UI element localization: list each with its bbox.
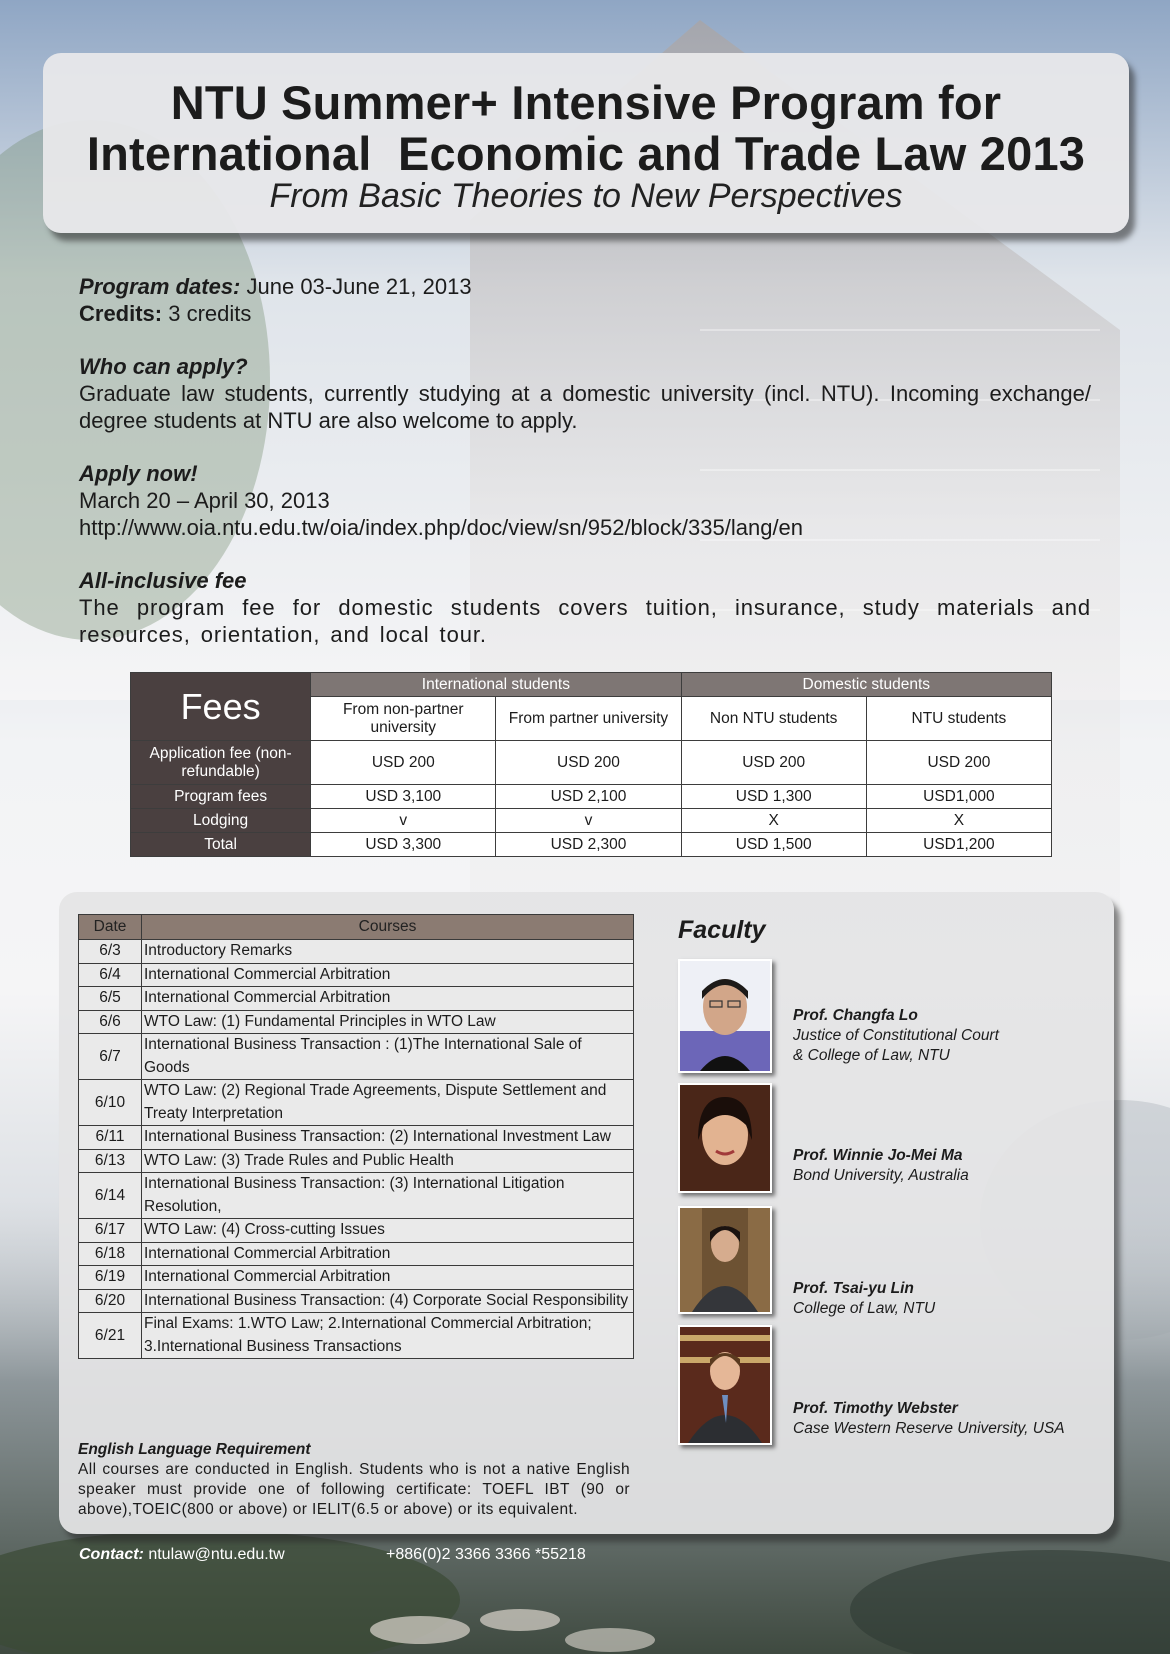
date-header: Date: [79, 915, 142, 940]
row-label: Lodging: [131, 809, 311, 833]
table-row: [79, 1126, 634, 1150]
program-title: [43, 77, 1129, 179]
column-header: Non NTU students: [681, 697, 866, 741]
table-row: [79, 1080, 634, 1126]
english-text: All courses are conducted in English. Students who is not a native English speaker must provide one of following certificate: TOEFL IBT (90 or above),TOEIC(800 or above) or IELIT(6.5 or above) or its equivalent.: [78, 1461, 630, 1518]
fee-cell: v: [311, 809, 496, 833]
fee-cell: X: [681, 809, 866, 833]
group-international: International students: [311, 673, 681, 697]
fee-cell: USD 200: [866, 741, 1051, 785]
faculty-name: Prof. Timothy Webster: [793, 1400, 958, 1417]
table-row: [79, 1010, 634, 1034]
apply-dates: March 20 – April 30, 2013: [79, 488, 330, 513]
faculty-affiliation: Justice of Constitutional Court: [793, 1027, 999, 1044]
course-title: Introductory Remarks: [142, 940, 634, 964]
course-date: 6/17: [79, 1219, 142, 1243]
table-row: [79, 1242, 634, 1266]
course-date: 6/21: [79, 1313, 142, 1359]
faculty-affiliation: Bond University, Australia: [793, 1167, 969, 1184]
fee-text: The program fee for domestic students covers tuition, insurance, study materials and resources, orientation, and local tour.: [79, 595, 1091, 647]
course-date: 6/6: [79, 1010, 142, 1034]
fee-cell: USD 1,300: [681, 785, 866, 809]
course-title: International Commercial Arbitration: [142, 1242, 634, 1266]
fee-cell: USD 2,100: [496, 785, 681, 809]
courses-table: [78, 914, 634, 1359]
faculty-member: [793, 1279, 935, 1319]
column-header: From non-partner university: [311, 697, 496, 741]
course-date: 6/10: [79, 1080, 142, 1126]
course-date: 6/20: [79, 1289, 142, 1313]
row-label: Program fees: [131, 785, 311, 809]
contact-phone: +886(0)2 3366 3366 *55218: [386, 1546, 586, 1563]
fee-cell: USD 1,500: [681, 833, 866, 857]
contact-line: [79, 1546, 586, 1564]
course-date: 6/7: [79, 1034, 142, 1080]
faculty-member: [793, 1146, 969, 1186]
course-title: WTO Law: (4) Cross-cutting Issues: [142, 1219, 634, 1243]
faculty-affiliation: College of Law, NTU: [793, 1300, 936, 1317]
table-row: [79, 1313, 634, 1359]
course-title: International Business Transaction: (2) International Investment Law: [142, 1126, 634, 1150]
apply-url[interactable]: http://www.oia.ntu.edu.tw/oia/index.php/doc/view/sn/952/block/335/lang/en: [79, 515, 804, 540]
course-title: Final Exams: 1.WTO Law; 2.International Commercial Arbitration; 3.International Business Transactions: [142, 1313, 634, 1359]
table-row: [131, 809, 1052, 833]
fee-heading: All-inclusive fee: [79, 568, 247, 593]
course-title: International Business Transaction : (1)The International Sale of Goods: [142, 1034, 634, 1080]
title-banner: [43, 53, 1129, 233]
course-date: 6/13: [79, 1149, 142, 1173]
course-date: 6/5: [79, 987, 142, 1011]
faculty-name: Prof. Changfa Lo: [793, 1007, 918, 1024]
title-line-2: International Economic and Trade Law 2013: [86, 127, 1086, 180]
program-info: [79, 273, 1091, 648]
table-row: [79, 1289, 634, 1313]
fees-table: [130, 672, 1052, 857]
faculty-photo: [678, 1083, 772, 1193]
row-label: Application fee (non-refundable): [131, 741, 311, 785]
course-date: 6/19: [79, 1266, 142, 1290]
dates-label: Program dates:: [79, 274, 241, 299]
table-row: [131, 785, 1052, 809]
fee-cell: USD 3,100: [311, 785, 496, 809]
faculty-member: [793, 1006, 999, 1066]
english-heading: English Language Requirement: [78, 1441, 311, 1458]
faculty-member: [793, 1399, 1065, 1439]
credits: [79, 300, 1091, 327]
table-row: [79, 940, 634, 964]
faculty-heading: Faculty: [678, 916, 766, 944]
course-title: International Commercial Arbitration: [142, 1266, 634, 1290]
column-header: NTU students: [866, 697, 1051, 741]
apply-heading: Apply now!: [79, 461, 198, 486]
faculty-photo: [678, 1325, 772, 1445]
column-header: From partner university: [496, 697, 681, 741]
title-line-1: NTU Summer+ Intensive Program for: [170, 76, 1002, 129]
course-date: 6/3: [79, 940, 142, 964]
faculty-name: Prof. Winnie Jo-Mei Ma: [793, 1147, 963, 1164]
table-row: [79, 1266, 634, 1290]
course-title: International Business Transaction: (4) Corporate Social Responsibility: [142, 1289, 634, 1313]
fee-cell: v: [496, 809, 681, 833]
contact-email[interactable]: ntulaw@ntu.edu.tw: [143, 1546, 285, 1563]
fee-cell: USD1,000: [866, 785, 1051, 809]
faculty-affiliation: & College of Law, NTU: [793, 1047, 950, 1064]
table-row: [131, 833, 1052, 857]
table-row: [79, 1219, 634, 1243]
faculty-photo: [678, 1206, 772, 1314]
fee-cell: X: [866, 809, 1051, 833]
group-domestic: Domestic students: [681, 673, 1051, 697]
faculty-photo: [678, 959, 772, 1073]
course-title: International Commercial Arbitration: [142, 963, 634, 987]
english-requirement: [78, 1440, 630, 1520]
course-title: WTO Law: (2) Regional Trade Agreements, Dispute Settlement and Treaty Interpretation: [142, 1080, 634, 1126]
courses-faculty-panel: [59, 892, 1114, 1534]
who-heading: Who can apply?: [79, 354, 248, 379]
table-row: [131, 741, 1052, 785]
course-title: WTO Law: (3) Trade Rules and Public Health: [142, 1149, 634, 1173]
fee-cell: USD 200: [496, 741, 681, 785]
table-row: [79, 1173, 634, 1219]
fee-cell: USD 2,300: [496, 833, 681, 857]
who-text: Graduate law students, currently studying at a domestic university (incl. NTU). Incoming exchange/ degree students at NTU are also welcome to apply.: [79, 381, 1091, 433]
program-subtitle: From Basic Theories to New Perspectives: [269, 177, 903, 215]
table-row: [79, 1149, 634, 1173]
faculty-affiliation: Case Western Reserve University, USA: [793, 1420, 1065, 1437]
table-row: [79, 987, 634, 1011]
fee-cell: USD1,200: [866, 833, 1051, 857]
fee-cell: USD 3,300: [311, 833, 496, 857]
fee-cell: USD 200: [681, 741, 866, 785]
fees-corner: Fees: [131, 673, 311, 741]
course-date: 6/18: [79, 1242, 142, 1266]
course-date: 6/14: [79, 1173, 142, 1219]
table-row: [79, 963, 634, 987]
course-title: International Business Transaction: (3) International Litigation Resolution,: [142, 1173, 634, 1219]
contact-label: Contact:: [79, 1546, 144, 1563]
course-date: 6/4: [79, 963, 142, 987]
course-title: WTO Law: (1) Fundamental Principles in WTO Law: [142, 1010, 634, 1034]
dates-value: June 03-June 21, 2013: [240, 274, 472, 299]
table-row: [79, 1034, 634, 1080]
faculty-name: Prof. Tsai-yu Lin: [793, 1280, 914, 1297]
course-title: International Commercial Arbitration: [142, 987, 634, 1011]
fee-cell: USD 200: [311, 741, 496, 785]
credits-value: 3 credits: [162, 301, 252, 326]
program-dates: [79, 273, 1091, 300]
course-header: Courses: [142, 915, 634, 940]
course-date: 6/11: [79, 1126, 142, 1150]
credits-label: Credits:: [79, 301, 163, 326]
row-label: Total: [131, 833, 311, 857]
